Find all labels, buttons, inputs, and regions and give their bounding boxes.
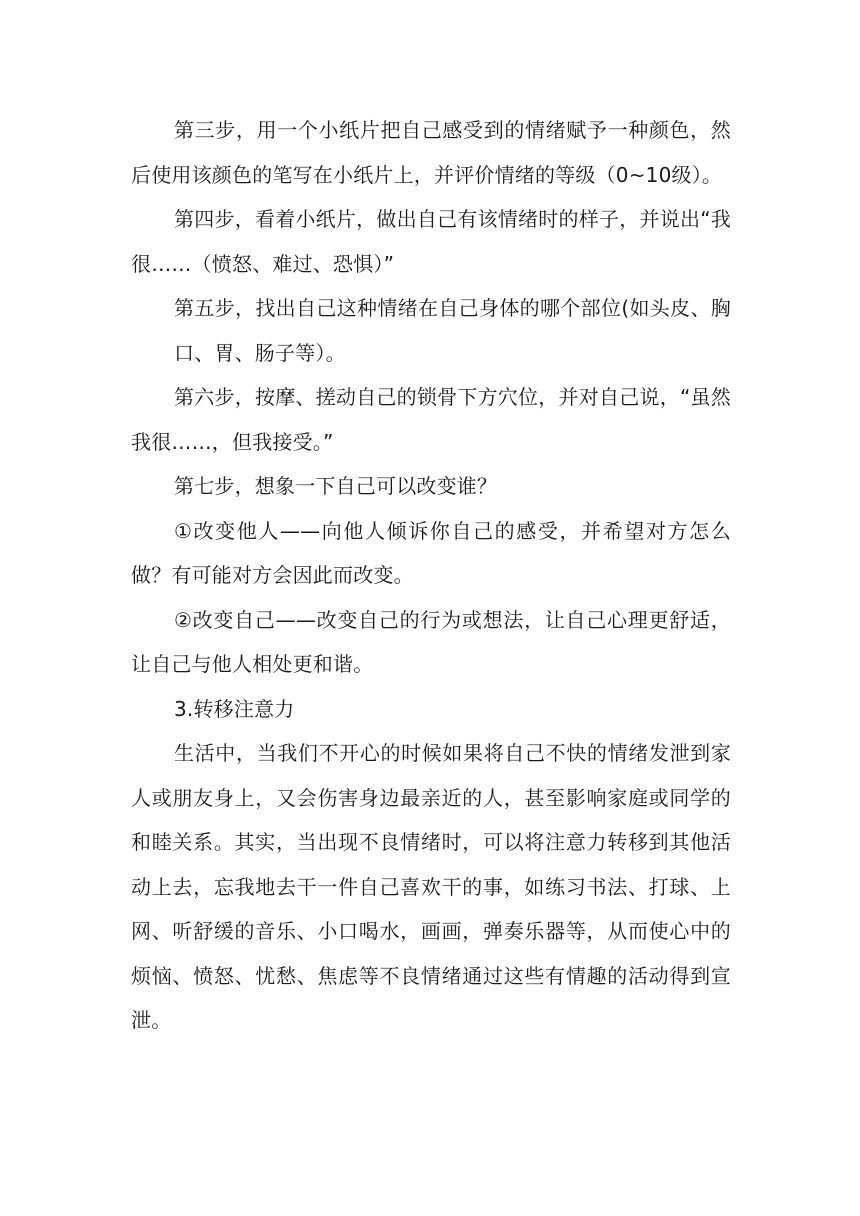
paragraph-step-three: 第三步，用一个小纸片把自己感受到的情绪赋予一种颜色，然后使用该颜色的笔写在小纸片上，并评价情绪的等级（0~10级）。 [131, 118, 731, 187]
paragraph-step-five: 第五步，找出自己这种情绪在自己身体的哪个部位(如头皮、胸口、胃、肠子等）。 [174, 296, 731, 365]
paragraph-divert-attention: 生活中，当我们不开心的时候如果将自己不快的情绪发泄到家人或朋友身上，又会伤害身边最亲近的人，甚至影响家庭或同学的和睦关系。其实，当出现不良情绪时，可以将注意力转移到其他活动上去，忘我地去干一件自己喜欢干的事，如练习书法、打球、上网、听舒缓的音乐、小口喝水，画画，弹奏乐器等，从而使心中的烦恼、愤怒、忧愁、焦虑等不良情绪通过这些有情趣的活动得到宣泄。 [131, 741, 731, 1032]
paragraph-step-seven: 第七步，想象一下自己可以改变谁？ [174, 474, 498, 498]
paragraph-change-others: ①改变他人——向他人倾诉你自己的感受，并希望对方怎么做？有可能对方会因此而改变。 [131, 518, 731, 587]
section-heading-divert-attention: 3.转移注意力 [174, 696, 295, 721]
paragraph-step-six: 第六步，按摩、搓动自己的锁骨下方穴位，并对自己说，“虽然我很……，但我接受。” [131, 385, 731, 454]
paragraph-step-four: 第四步，看着小纸片，做出自己有该情绪时的样子，并说出“我很……（愤怒、难过、恐惧）” [131, 207, 731, 276]
body-text [131, 108, 731, 1043]
paragraph-change-self: ②改变自己——改变自己的行为或想法，让自己心理更舒适，让自己与他人相处更和谐。 [131, 607, 731, 676]
